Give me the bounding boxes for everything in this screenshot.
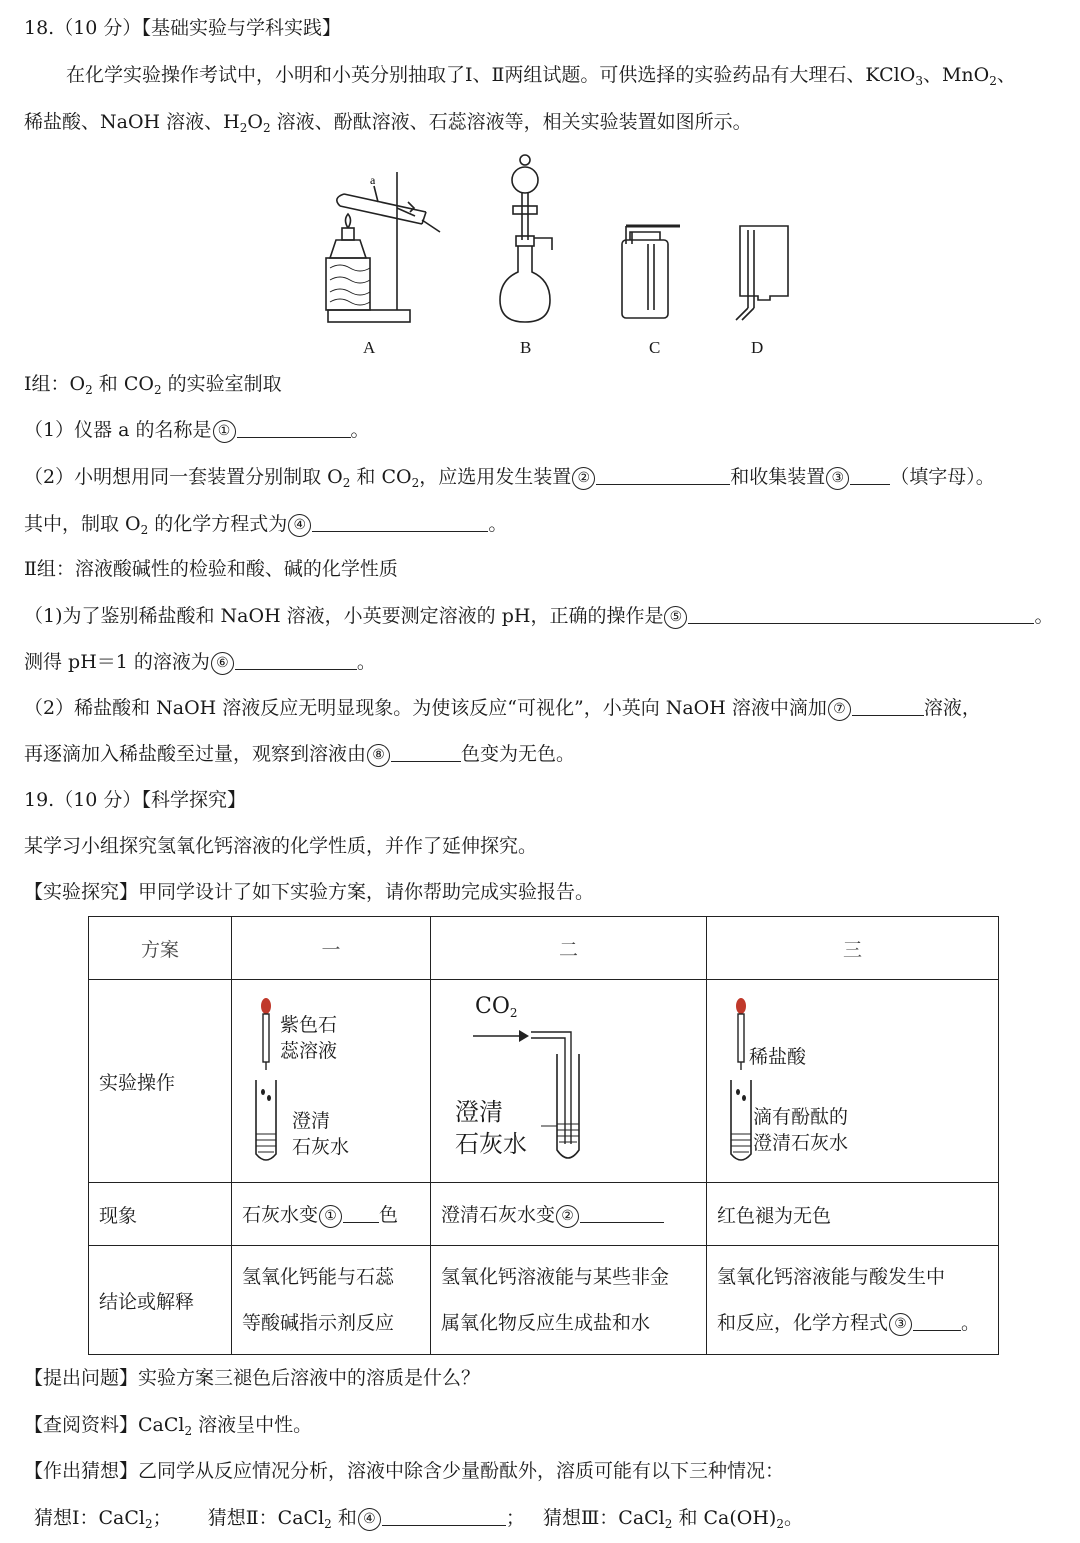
answer-blank-2[interactable] [596,464,730,485]
apparatus-d [736,226,788,320]
answer-blank-8[interactable] [391,741,461,762]
q18-g2-part1: （1)为了鉴别稀盐酸和 NaOH 溶液，小英要测定溶液的 pH，正确的操作是 ⑤ 。 [24,605,1054,627]
q19-question: 【提出问题】实验方案三褪色后溶液中的溶质是什么？ [24,1367,481,1389]
answer-blank-3[interactable] [850,464,890,485]
operation-3 [707,980,999,1183]
header-plan-1: 一 [232,917,431,980]
row-label-conclusion: 结论或解释 [89,1246,232,1355]
answer-blank-guess-2[interactable] [382,1505,506,1526]
guess-3: 猜想Ⅲ：CaCl$_2$ 和 $Ca(OH)_2$。 [542,1507,803,1531]
operation-1 [232,980,431,1183]
table-blank-2[interactable] [580,1202,664,1223]
diagram-label-d: D [751,338,764,357]
phenomenon-2: 澄清石灰水变 ② [431,1183,707,1246]
phenomenon-3: 红色褪为无色 [707,1183,999,1246]
diagram-label-c: C [649,338,661,357]
q18-g2-part2b: 再逐滴加入稀盐酸至过量，观察到溶液由 ⑧ 色变为无色。 [24,743,576,765]
guess-1: 猜想Ⅰ：CaCl$_2$； [34,1507,172,1531]
answer-blank-6[interactable] [235,649,357,670]
answer-blank-7[interactable] [852,695,924,716]
operation-2 [431,980,707,1183]
apparatus-diagram [300,140,820,335]
table-blank-1[interactable] [343,1202,379,1223]
op3-reagent: 稀盐酸 [749,1046,807,1068]
op1-reagent: 紫色石 蕊溶液 [280,1014,338,1062]
q19-reference: 【查阅资料】CaCl$_2$ 溶液呈中性。 [24,1414,313,1438]
q18-intro-line2: 稀盐酸、NaOH 溶液、$H_2O_2$ 溶液、酚酞溶液、石蕊溶液等，相关实验装置如图所示。 [24,111,752,135]
row-label-phenomenon: 现象 [89,1183,232,1246]
diagram-label-b: B [520,338,532,357]
apparatus-a [326,172,440,322]
apparatus-a-label: a [370,173,376,187]
experiment-table [88,916,999,1355]
conclusion-2: 氢氧化钙溶液能与某些非金 属氧化物反应生成盐和水 [431,1246,707,1355]
q19-title: 19.（10 分）【科学探究】 [24,789,246,811]
op2-gas-label: $CO_2$ [475,994,518,1020]
apparatus-b [500,155,552,322]
q18-part1: （1）仪器 a 的名称是 ① 。 [24,419,370,441]
phenomenon-1: 石灰水变 ① 色 [232,1183,431,1246]
header-plan: 方案 [89,917,232,980]
q19-intro: 某学习小组探究氢氧化钙溶液的化学性质，并作了延伸探究。 [24,835,538,857]
q18-intro-line1: 在化学实验操作考试中，小明和小英分别抽取了Ⅰ、Ⅱ两组试题。可供选择的实验药品有大理石、KClO$_3$、MnO$_2$、 [66,64,1016,88]
op1-tube-label: 澄清 石灰水 [292,1110,350,1158]
apparatus-c [622,226,680,318]
header-plan-2: 二 [431,917,707,980]
q18-title: 18.（10 分）【基础实验与学科实践】 [24,17,341,39]
q19-guesses [34,1504,803,1532]
op3-tube-label: 滴有酚酞的 澄清石灰水 [753,1106,849,1154]
q19-experiment-line: 【实验探究】甲同学设计了如下实验方案，请你帮助完成实验报告。 [24,881,595,903]
group1-heading: Ⅰ组：$O_2$ 和 $CO_2$ 的实验室制取 [24,373,282,397]
group2-heading: Ⅱ组：溶液酸碱性的检验和酸、碱的化学性质 [24,558,398,580]
answer-blank-4[interactable] [312,511,488,532]
q19-hypothesis: 【作出猜想】乙同学从反应情况分析，溶液中除含少量酚酞外，溶质可能有以下三种情况： [24,1460,785,1482]
table-blank-3[interactable] [913,1310,961,1331]
q18-g2-part1b: 测得 pH＝1 的溶液为 ⑥ 。 [24,651,376,673]
op2-liquid-label: 澄清 石灰水 [455,1098,527,1158]
conclusion-3: 氢氧化钙溶液能与酸发生中 和反应，化学方程式 ③ 。 [707,1246,999,1355]
q18-g2-part2: （2）稀盐酸和 NaOH 溶液反应无明显现象。为使该反应“可视化”，小英向 NaOH 溶液中滴加 ⑦ 溶液， [24,697,981,719]
row-label-operation: 实验操作 [89,980,232,1183]
guess-2: 猜想Ⅱ：CaCl$_2$ 和 ④ ； [207,1507,525,1531]
conclusion-1: 氢氧化钙能与石蕊 等酸碱指示剂反应 [232,1246,431,1355]
answer-blank-1[interactable] [237,417,351,438]
q18-part2-equation: 其中，制取 $O_2$ 的化学方程式为 ④ 。 [24,513,508,537]
diagram-label-a: A [363,338,376,357]
q18-part2: （2）小明想用同一套装置分别制取 $O_2$ 和 $CO_2$，应选用发生装置 ② 和收集装置 ③ （填字母）。 [24,466,995,490]
answer-blank-5[interactable] [688,603,1034,624]
header-plan-3: 三 [707,917,999,980]
